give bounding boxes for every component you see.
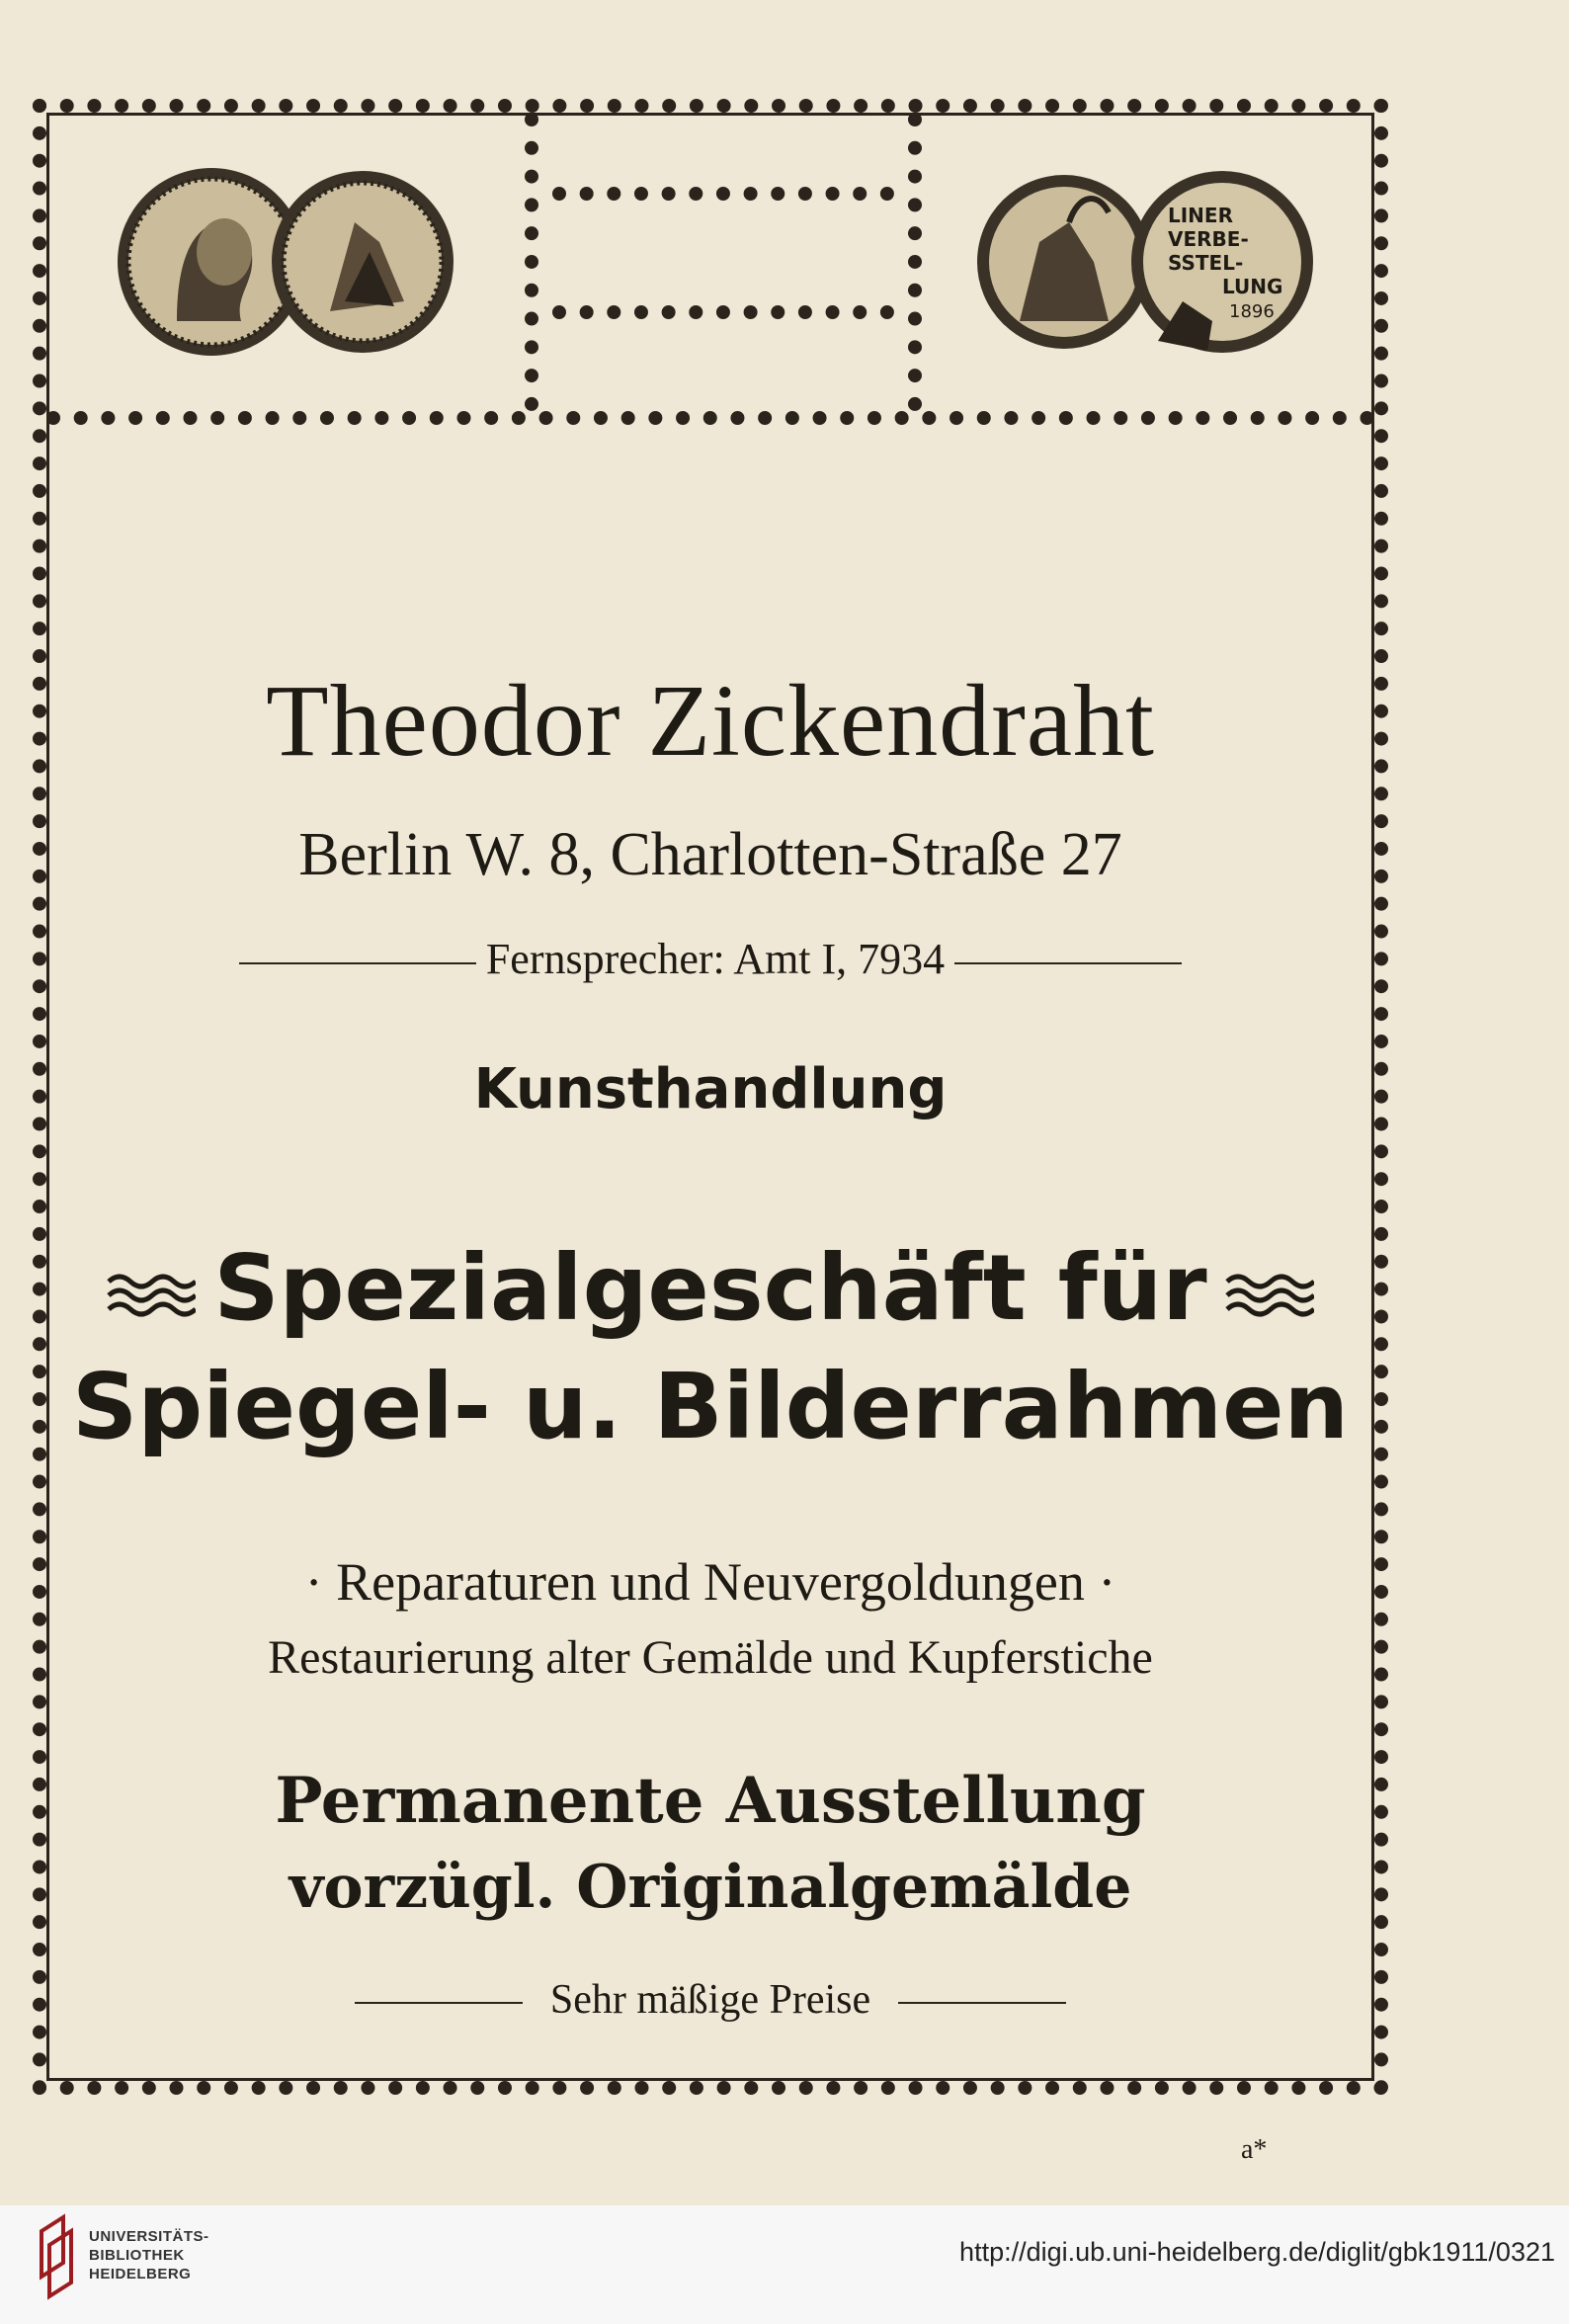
medal-cell-right [908, 113, 1374, 411]
digitization-footer [0, 2205, 1569, 2324]
medal-text-5: 1896 [1229, 301, 1275, 322]
decorative-bar-top [552, 187, 894, 201]
headline-line-1 [46, 1235, 1374, 1341]
library-name-line-2: BIBLIOTHEK [89, 2247, 185, 2264]
services-line-2: Restaurierung alter Gemälde und Kupferstiche [268, 1631, 1153, 1684]
decorative-bar-bottom [552, 305, 894, 319]
rule-prices-right [898, 2002, 1066, 2004]
medal-cell-left [46, 113, 538, 411]
phone-line [46, 934, 1374, 984]
advertisement-body [46, 425, 1374, 2095]
medal-text-3: SSTEL- [1168, 251, 1244, 275]
headline-text-1: Spezialgeschäft für [213, 1235, 1207, 1341]
wave-ornament-right-icon [1225, 1270, 1314, 1319]
exhibition-line-1: Permanente Ausstellung [275, 1764, 1146, 1838]
services-line-1: · Reparaturen und Neuvergoldungen · [304, 1552, 1116, 1612]
rule-right [954, 962, 1182, 964]
exhibition-medals-image [970, 153, 1326, 371]
exhibition-line-2: vorzügl. Originalgemälde [289, 1853, 1132, 1922]
prices-line [46, 1976, 1374, 2024]
source-url-link[interactable]: http://digi.ub.uni-heidelberg.de/diglit/gbk1911/0321 [959, 2237, 1555, 2267]
library-name-line-1: UNIVERSITÄTS- [89, 2228, 209, 2245]
medal-text-4: LUNG [1222, 275, 1283, 298]
medal-cell-middle [538, 113, 908, 411]
library-name [89, 2227, 209, 2283]
rule-prices-left [355, 2002, 523, 2004]
medal-text-2: VERBE- [1168, 227, 1249, 251]
headline-line-2: Spiegel- u. Bilderrahmen [71, 1354, 1350, 1459]
wave-ornament-left-icon [107, 1270, 196, 1319]
medal-header [46, 113, 1374, 425]
phone-number: Fernsprecher: Amt I, 7934 [485, 935, 946, 983]
university-library-logo-icon [38, 2213, 77, 2302]
business-category: Kunsthandlung [473, 1057, 948, 1121]
medal-text-1: LINER [1168, 204, 1233, 227]
portrait-medals-image [108, 153, 463, 371]
library-name-line-3: HEIDELBERG [89, 2266, 192, 2282]
prices-text: Sehr mäßige Preise [549, 1977, 871, 2023]
advertisement-frame [33, 99, 1388, 2095]
company-name: Theodor Zickendraht [266, 664, 1155, 778]
page-signature-marker: a* [1241, 2134, 1268, 2165]
company-address: Berlin W. 8, Charlotten-Straße 27 [298, 821, 1122, 888]
rule-left [239, 962, 476, 964]
